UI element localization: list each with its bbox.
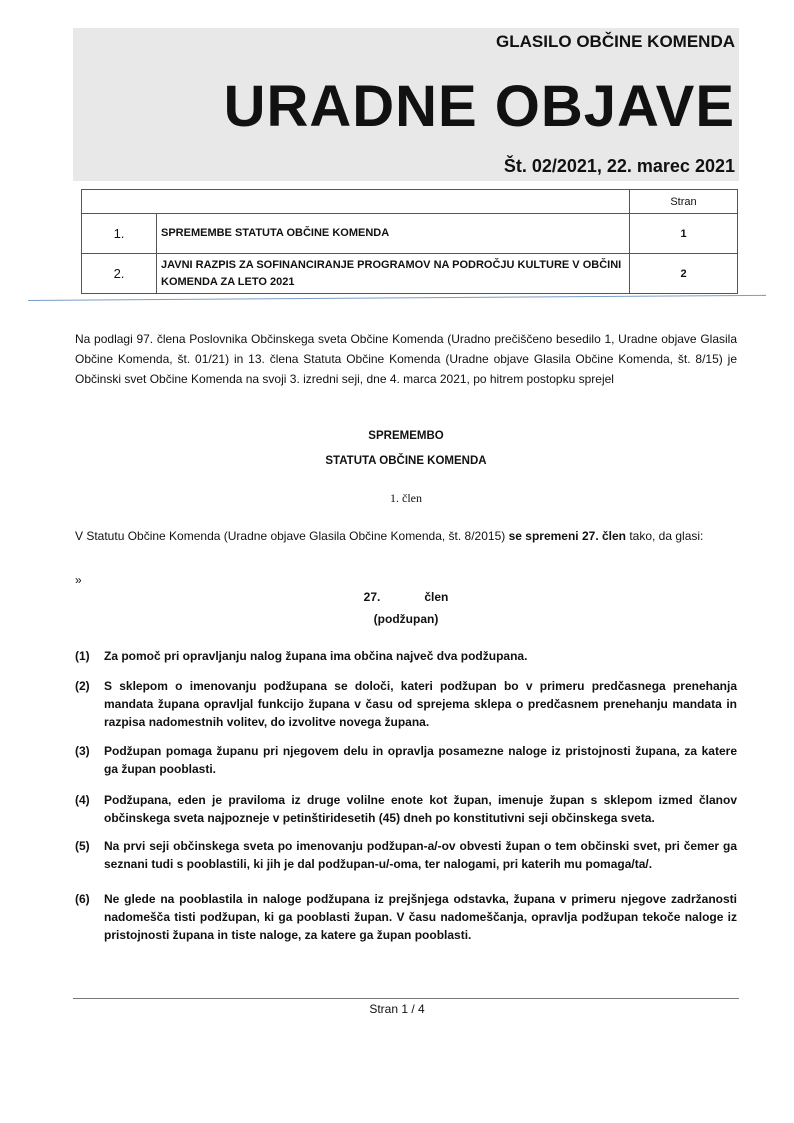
- item-number: (3): [75, 744, 90, 758]
- item-text: Podžupan pomaga županu pri njegovem delu in opravlja posamezne naloge iz pristojnosti župana, za katere ga župan pooblasti.: [104, 744, 737, 776]
- item-number: (5): [75, 839, 90, 853]
- toc-row[interactable]: [82, 214, 738, 254]
- opening-quote: »: [75, 573, 82, 587]
- table-of-contents: [81, 189, 738, 294]
- paragraph-item: [75, 677, 737, 731]
- toc-row-number: 1.: [82, 214, 157, 254]
- publication-title: URADNE OBJAVE: [223, 74, 735, 139]
- toc-page-header: Stran: [630, 190, 738, 214]
- toc-header-row: [82, 190, 738, 214]
- toc-row-number: 2.: [82, 254, 157, 294]
- item-number: (1): [75, 649, 90, 663]
- document-title-line1: SPREMEMBO: [368, 430, 444, 442]
- paragraph-item: [75, 647, 737, 665]
- item-number: (6): [75, 892, 90, 906]
- item-text: Na prvi seji občinskega sveta po imenovanju podžupan-a/-ov obvesti župan o tem občinski svet, pri čemer ga seznani tudi s pooblastili, ki jih je dal podžupan-u/-oma, ter nalogami, pri katerih mu pomaga/ta/.: [104, 839, 737, 871]
- issue-number-date: Št. 02/2021, 22. marec 2021: [503, 156, 735, 176]
- publication-name: GLASILO OBČINE KOMENDA: [496, 32, 735, 51]
- document-title-line2: STATUTA OBČINE KOMENDA: [325, 455, 487, 467]
- toc-row-page: 2: [630, 254, 738, 294]
- paragraph-item: [75, 742, 737, 778]
- toc-row-title: SPREMEMBE STATUTA OBČINE KOMENDA: [157, 214, 630, 254]
- masthead: [73, 28, 739, 181]
- toc-row-page: 1: [630, 214, 738, 254]
- item-text: Ne glede na pooblastila in naloge podžupana iz prejšnjega odstavka, župana v primeru njegove zadržanosti nadomešča tisti podžupan, ki ga pooblasti župan. V času nadomeščanja, opravlja podžupan tekoče naloge iz pristojnosti župana in tiste naloge, za katere ga župan pooblasti.: [104, 892, 737, 942]
- item-number: (4): [75, 793, 90, 807]
- paragraph-item: [75, 837, 737, 873]
- article-27-subtitle: (podžupan): [373, 612, 439, 626]
- paragraph-item: [75, 791, 737, 827]
- toc-row[interactable]: [82, 254, 738, 294]
- toc-row-title: JAVNI RAZPIS ZA SOFINANCIRANJE PROGRAMOV NA PODROČJU KULTURE V OBČINI KOMENDA ZA LETO 2021: [157, 254, 630, 294]
- page-number: Stran 1 / 4: [369, 1002, 425, 1016]
- item-text: S sklepom o imenovanju podžupana se določi, kateri podžupan bo v primeru predčasnega prenehanja mandata župana opravljal funkcijo župana v času od sprejema sklepa o predčasnem prenehanju mandata in razpisa nadomestnih volitev, do izvolitve novega župana.: [104, 679, 737, 729]
- paragraph-item: [75, 890, 737, 944]
- item-text: Za pomoč pri opravljanju nalog župana ima občina največ dva podžupana.: [104, 649, 528, 663]
- item-text: Podžupana, eden je praviloma iz druge volilne enote kot župan, imenuje župan s sklepom izmed članov občinskega sveta najpozneje v petinštiridesetih (45) dneh po konstitutivni seji občinskega sveta.: [104, 793, 737, 825]
- article-27-heading: 27. člen: [363, 590, 449, 604]
- footer-divider: [73, 998, 739, 999]
- preamble-paragraph: Na podlagi 97. člena Poslovnika Občinskega sveta Občine Komenda (Uradno prečiščeno besedilo 1, Uradne objave Glasila Občine Komenda, št. 01/21) in 13. člena Statuta Občine Komenda (Uradne objave Glasila Občine Komenda, št. 8/15) je Občinski svet Občine Komenda na svoji 3. izredni seji, dne 4. marca 2021, po hitrem postopku sprejel: [75, 332, 737, 386]
- separator-line: [28, 295, 766, 301]
- article-1-text: V Statutu Občine Komenda (Uradne objave Glasila Občine Komenda, št. 8/2015) se spremeni 27. člen tako, da glasi:: [75, 529, 704, 543]
- article-1-heading: 1. člen: [390, 491, 422, 505]
- item-number: (2): [75, 679, 90, 693]
